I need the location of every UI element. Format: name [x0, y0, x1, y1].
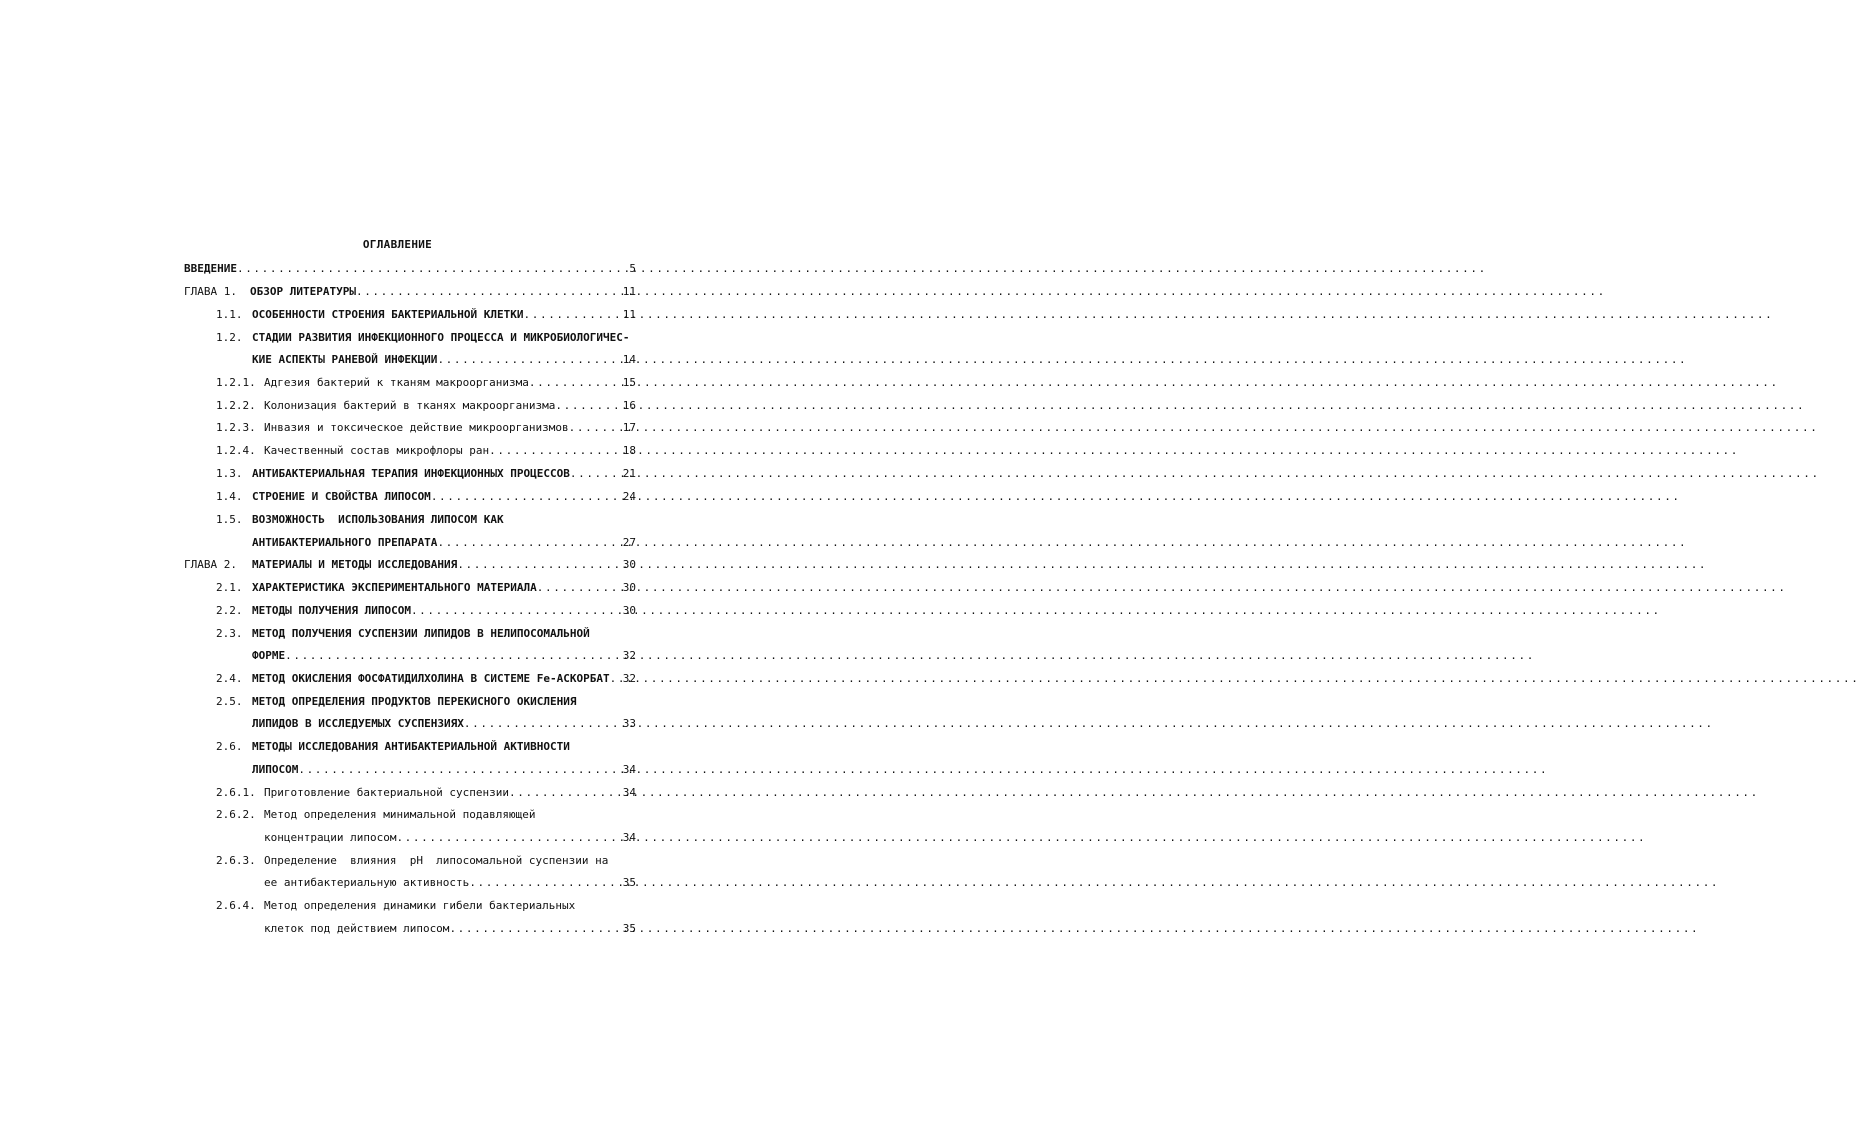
toc-entry-2-1[interactable]	[216, 581, 636, 595]
toc-entry-title: ВВЕДЕНИЕ	[184, 262, 237, 275]
toc-entry-page: 30	[622, 604, 636, 617]
toc-entry-title: Адгезия бактерий к тканям макроорганизма	[264, 376, 529, 389]
toc-entry-number: ГЛАВА 1.	[184, 285, 237, 298]
toc-entry-title-line1: МЕТОД ПОЛУЧЕНИЯ СУСПЕНЗИИ ЛИПИДОВ В НЕЛИПОСОМАЛЬНОЙ	[252, 627, 590, 640]
toc-entry-chapter-2[interactable]	[184, 558, 636, 572]
toc-entry-page: 32	[622, 672, 636, 685]
toc-entry-1-2-4[interactable]	[216, 444, 636, 458]
toc-entry-number: ГЛАВА 2.	[184, 558, 237, 571]
toc-entry-number: 1.4.	[216, 490, 243, 503]
toc-entry-title-line2: АНТИБАКТЕРИАЛЬНОГО ПРЕПАРАТА	[252, 536, 438, 549]
toc-entry-2-6-4[interactable]	[264, 922, 636, 936]
toc-entry-2-6-4-first-line[interactable]	[216, 899, 575, 913]
toc-entry-title: МЕТОД ОКИСЛЕНИЯ ФОСФАТИДИЛХОЛИНА В СИСТЕМЕ Fe-АСКОРБАТ	[252, 672, 610, 685]
toc-entry-number: 2.3.	[216, 627, 243, 640]
toc-entry-number: 2.6.3.	[216, 854, 256, 867]
toc-entry-number: 2.6.2.	[216, 808, 256, 821]
toc-entry-number: 2.4.	[216, 672, 243, 685]
toc-entry-1-2[interactable]	[252, 353, 636, 367]
toc-entry-1-4[interactable]	[216, 490, 636, 504]
toc-entry-title-line1: Определение влияния pH липосомальной суспензии на	[264, 854, 609, 867]
toc-entry-page: 27	[622, 536, 636, 549]
toc-entry-page: 30	[622, 558, 636, 571]
toc-entry-page: 15	[622, 376, 636, 389]
toc-entry-2-5-first-line[interactable]	[216, 695, 577, 709]
toc-entry-page: 18	[622, 444, 636, 457]
toc-entry-title: ОБЗОР ЛИТЕРАТУРЫ	[250, 285, 356, 298]
toc-entry-2-2[interactable]	[216, 604, 636, 618]
toc-entry-page: 5	[629, 262, 636, 275]
toc-entry-title-line2: ФОРМЕ	[252, 649, 286, 662]
toc-entry-number: 2.5.	[216, 695, 243, 708]
toc-entry-page: 24	[622, 490, 636, 503]
toc-entry-number: 1.2.	[216, 331, 243, 344]
toc-entry-number: 1.5.	[216, 513, 243, 526]
toc-entry-page: 35	[622, 922, 636, 935]
toc-entry-title: Приготовление бактериальной суспензии	[264, 786, 510, 799]
toc-entry-2-6[interactable]	[252, 763, 636, 777]
toc-entry-title-line1: МЕТОДЫ ИССЛЕДОВАНИЯ АНТИБАКТЕРИАЛЬНОЙ АКТИВНОСТИ	[252, 740, 570, 753]
toc-entry-title-line1: Метод определения динамики гибели бактериальных	[264, 899, 576, 912]
toc-entry-number: 1.3.	[216, 467, 243, 480]
toc-entry-title: МАТЕРИАЛЫ И МЕТОДЫ ИССЛЕДОВАНИЯ	[252, 558, 458, 571]
toc-entry-2-3[interactable]	[252, 649, 636, 663]
toc-entry-1-2-1[interactable]	[216, 376, 636, 390]
toc-entry-1-1[interactable]	[216, 308, 636, 322]
toc-entry-page: 32	[622, 649, 636, 662]
toc-entry-title: Качественный состав микрофлоры ран	[264, 444, 490, 457]
toc-entry-title-line1: ВОЗМОЖНОСТЬ ИСПОЛЬЗОВАНИЯ ЛИПОСОМ КАК	[252, 513, 504, 526]
toc-entry-2-6-2-first-line[interactable]	[216, 808, 536, 822]
toc-entry-title-line1: МЕТОД ОПРЕДЕЛЕНИЯ ПРОДУКТОВ ПЕРЕКИСНОГО ОКИСЛЕНИЯ	[252, 695, 577, 708]
toc-entry-title: АНТИБАКТЕРИАЛЬНАЯ ТЕРАПИЯ ИНФЕКЦИОННЫХ ПРОЦЕССОВ	[252, 467, 570, 480]
toc-entry-number: 1.2.4.	[216, 444, 256, 457]
toc-entry-title-line2: ее антибактериальную активность	[264, 876, 470, 889]
toc-entry-1-5[interactable]	[252, 536, 636, 550]
toc-entry-title: Колонизация бактерий в тканях макроорганизма	[264, 399, 556, 412]
toc-entry-number: 2.6.	[216, 740, 243, 753]
toc-entry-1-5-first-line[interactable]	[216, 513, 504, 527]
toc-entry-1-2-first-line[interactable]	[216, 331, 630, 345]
toc-entry-page: 14	[622, 353, 636, 366]
toc-entry-2-6-3[interactable]	[264, 876, 636, 890]
toc-entry-page: 21	[622, 467, 636, 480]
toc-entry-page: 16	[622, 399, 636, 412]
toc-entry-number: 2.2.	[216, 604, 243, 617]
toc-entry-number: 2.6.4.	[216, 899, 256, 912]
toc-entry-title-line2: ЛИПОСОМ	[252, 763, 299, 776]
toc-entry-page: 11	[622, 285, 636, 298]
toc-entry-number: 1.2.2.	[216, 399, 256, 412]
toc-entry-chapter-1[interactable]	[184, 285, 636, 299]
toc-entry-title-line1: Метод определения минимальной подавляющей	[264, 808, 536, 821]
toc-entry-number: 1.1.	[216, 308, 243, 321]
page-title: ОГЛАВЛЕНИЕ	[362, 238, 433, 251]
toc-entry-title-line2: клеток под действием липосом	[264, 922, 450, 935]
toc-entry-1-2-3[interactable]	[216, 421, 636, 435]
toc-entry-introduction[interactable]	[184, 262, 636, 276]
toc-entry-page: 34	[622, 786, 636, 799]
toc-entry-page: 30	[622, 581, 636, 594]
toc-entry-number: 1.2.3.	[216, 421, 256, 434]
toc-entry-title: МЕТОДЫ ПОЛУЧЕНИЯ ЛИПОСОМ	[252, 604, 411, 617]
toc-entry-2-3-first-line[interactable]	[216, 627, 590, 641]
toc-entry-title-line2: КИЕ АСПЕКТЫ РАНЕВОЙ ИНФЕКЦИИ	[252, 353, 438, 366]
toc-entry-page: 35	[622, 876, 636, 889]
toc-entry-2-5[interactable]	[252, 717, 636, 731]
toc-entry-title: ХАРАКТЕРИСТИКА ЭКСПЕРИМЕНТАЛЬНОГО МАТЕРИАЛА	[252, 581, 537, 594]
toc-entry-2-6-1[interactable]	[216, 786, 636, 800]
toc-entry-2-4[interactable]	[216, 672, 636, 686]
toc-entry-number: 1.2.1.	[216, 376, 256, 389]
toc-entry-title: Инвазия и токсическое действие микроорганизмов	[264, 421, 569, 434]
toc-entry-2-6-2[interactable]	[264, 831, 636, 845]
toc-entry-number: 2.6.1.	[216, 786, 256, 799]
toc-entry-1-3[interactable]	[216, 467, 636, 481]
toc-entry-2-6-first-line[interactable]	[216, 740, 570, 754]
toc-entry-title-line2: ЛИПИДОВ В ИССЛЕДУЕМЫХ СУСПЕНЗИЯХ	[252, 717, 464, 730]
toc-entry-2-6-3-first-line[interactable]	[216, 854, 608, 868]
toc-entry-page: 33	[622, 717, 636, 730]
toc-entry-title: СТРОЕНИЕ И СВОЙСТВА ЛИПОСОМ	[252, 490, 431, 503]
toc-entry-page: 11	[622, 308, 636, 321]
toc-entry-page: 34	[622, 831, 636, 844]
toc-entry-page: 34	[622, 763, 636, 776]
toc-entry-title-line2: концентрации липосом	[264, 831, 397, 844]
toc-entry-title-line1: СТАДИИ РАЗВИТИЯ ИНФЕКЦИОННОГО ПРОЦЕССА И МИКРОБИОЛОГИЧЕС-	[252, 331, 630, 344]
toc-entry-number: 2.1.	[216, 581, 243, 594]
toc-entry-1-2-2[interactable]	[216, 399, 636, 413]
toc-entry-page: 17	[622, 421, 636, 434]
toc-entry-title: ОСОБЕННОСТИ СТРОЕНИЯ БАКТЕРИАЛЬНОЙ КЛЕТКИ	[252, 308, 524, 321]
